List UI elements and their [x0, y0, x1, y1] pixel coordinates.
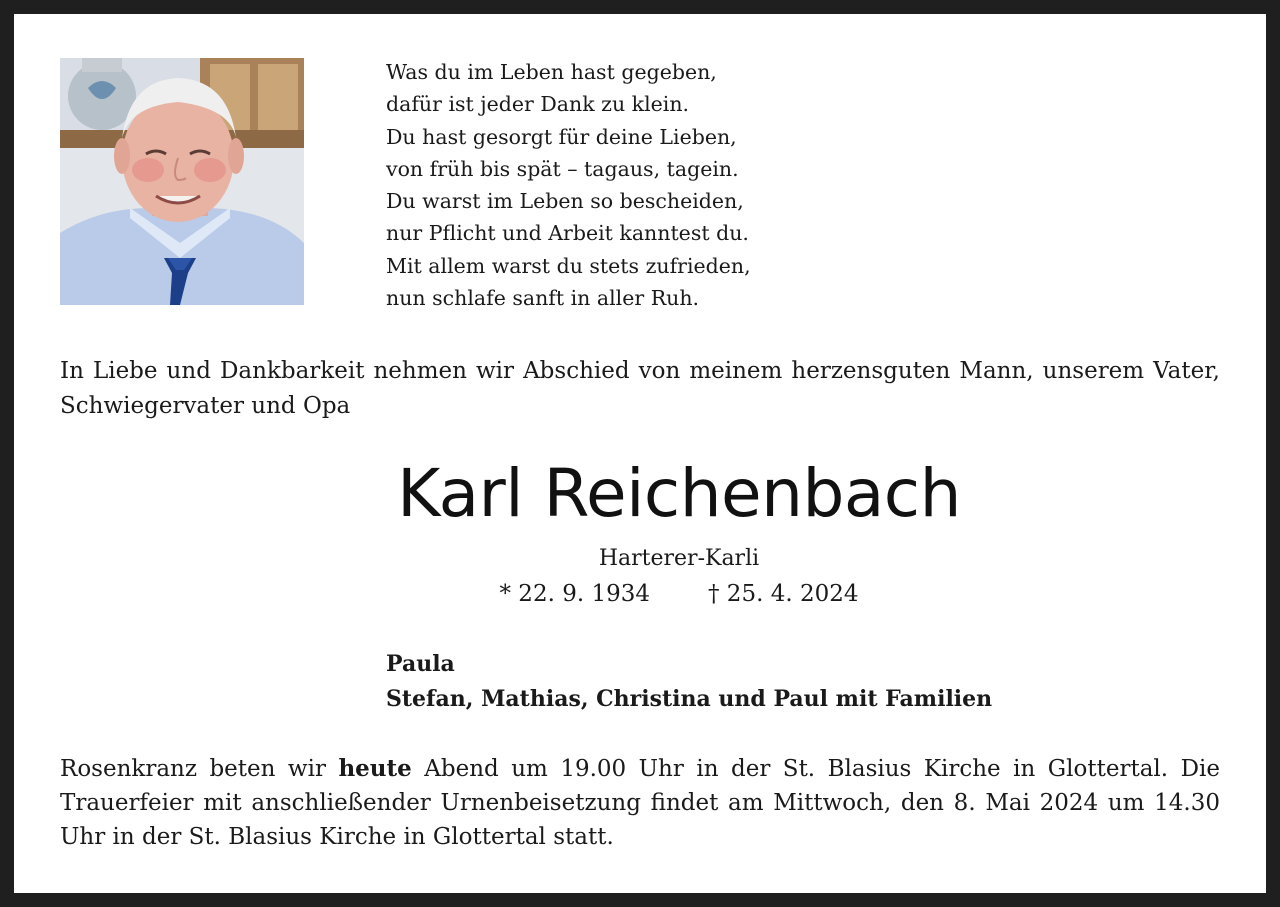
poem-line: nur Pflicht und Arbeit kanntest du. — [386, 221, 749, 246]
obituary-card — [14, 14, 1266, 893]
deceased-nickname: Harterer-Karli — [598, 546, 760, 571]
intro-text: In Liebe und Dankbarkeit nehmen wir Abschied von meinem herzensguten Mann, unserem Vater, Schwiegervater und Opa — [60, 358, 1220, 419]
poem-line: Mit allem warst du stets zufrieden, — [386, 253, 751, 278]
poem-line: Du warst im Leben so bescheiden, — [386, 189, 744, 214]
poem-line: von früh bis spät – tagaus, tagein. — [386, 156, 739, 181]
service-text-end: Abend um 19.00 Uhr in der St. Blasius Kirche in Glottertal. Die Trauerfeier mit anschließender Urnenbeisetzung findet am Mittwoch, den 8. Mai 2024 um 14.30 Uhr in der St. Blasius Kirche in Glottertal statt. — [60, 756, 1220, 850]
mourner-line: Stefan, Mathias, Christina und Paul mit Familien — [386, 686, 993, 712]
service-emphasis: heute — [338, 755, 412, 782]
mourner-line: Paula — [386, 651, 455, 677]
poem-line: Du hast gesorgt für deine Lieben, — [386, 124, 737, 149]
portrait-photo — [60, 58, 304, 305]
service-text-start: Rosenkranz beten wir — [60, 756, 339, 782]
service-info — [60, 752, 1220, 854]
deceased-name: Karl Reichenbach — [397, 455, 961, 532]
poem — [386, 56, 866, 314]
poem-line: nun schlafe sanft in aller Ruh. — [386, 286, 700, 311]
life-dates — [14, 578, 1266, 610]
poem-line: dafür ist jeder Dank zu klein. — [386, 92, 690, 117]
mourners — [386, 647, 1186, 717]
death-date: † 25. 4. 2024 — [708, 581, 859, 607]
birth-date: * 22. 9. 1934 — [499, 581, 650, 607]
portrait-image — [60, 58, 304, 305]
poem-line: Was du im Leben hast gegeben, — [386, 60, 717, 84]
